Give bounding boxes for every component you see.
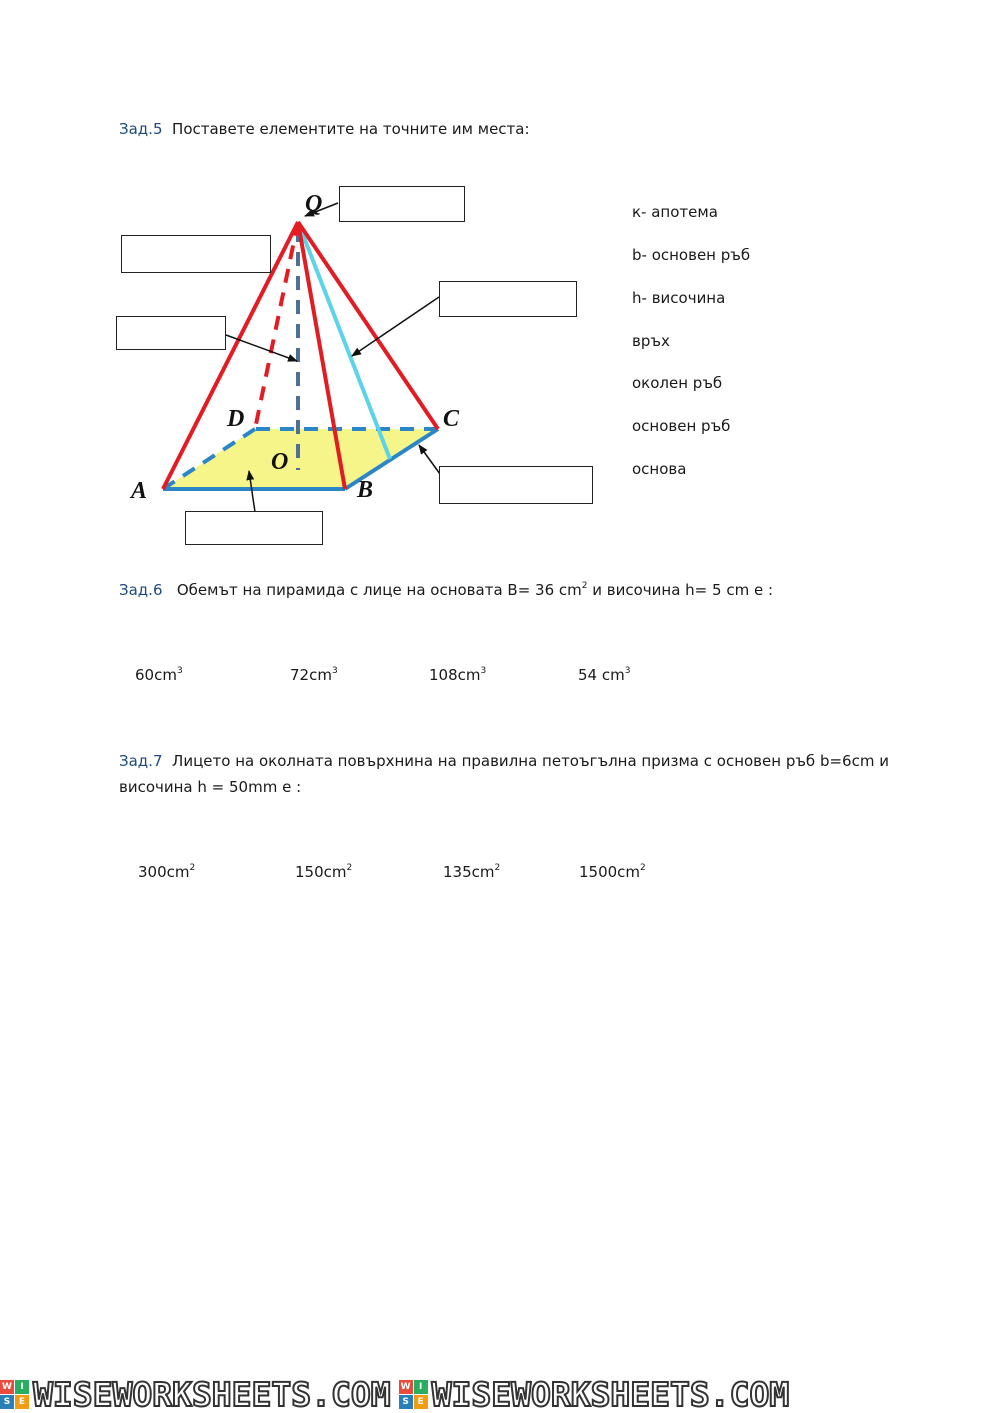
vertex-O-label: O [271, 449, 289, 475]
option-value: 54 cm [578, 666, 625, 684]
legend-term-lateral-edge[interactable]: околен ръб [632, 374, 723, 392]
option-value: 108cm [429, 666, 481, 684]
task7-option-2[interactable] [295, 863, 352, 881]
vertex-C-label: C [443, 406, 460, 432]
legend-term-height[interactable]: h- височина [632, 289, 726, 307]
option-value: 300cm [138, 863, 190, 881]
legend-term-apothem[interactable]: к- апотема [632, 203, 718, 221]
legend-term-base-edge-b[interactable]: b- основен ръб [632, 246, 751, 264]
option-value: 135cm [443, 863, 495, 881]
task6-option-4[interactable] [578, 666, 630, 684]
task6-option-2[interactable] [290, 666, 338, 684]
option-value: 1500cm [579, 863, 641, 881]
drop-box-apothem[interactable] [439, 281, 577, 317]
task7-label: Зад.7 [119, 752, 163, 770]
wiseworksheets-logo-icon [399, 1380, 428, 1409]
task5-text: Поставете елементите на точните им места: [172, 120, 530, 138]
option-value: 150cm [295, 863, 347, 881]
drop-box-height[interactable] [116, 316, 226, 350]
drop-box-base-edge[interactable] [439, 466, 593, 504]
watermark-text: WISEWORKSHEETS.COM [33, 1376, 391, 1413]
arrow-to-height [226, 335, 297, 361]
watermark-footer [0, 1376, 1000, 1413]
vertex-A-label: A [131, 478, 148, 504]
task7-option-1[interactable] [138, 863, 195, 881]
legend-term-apex[interactable]: връх [632, 332, 670, 350]
logo-letter: E [15, 1395, 29, 1409]
drop-box-apex[interactable] [339, 186, 465, 222]
vertex-B-label: B [357, 477, 374, 503]
task6-heading [119, 581, 773, 599]
logo-letter: W [0, 1380, 14, 1394]
task7-option-3[interactable] [443, 863, 500, 881]
legend-term-base-edge[interactable]: основен ръб [632, 417, 731, 435]
task6-option-1[interactable] [135, 666, 183, 684]
logo-letter: S [399, 1395, 413, 1409]
logo-letter: S [0, 1395, 14, 1409]
option-exponent: 3 [331, 666, 338, 676]
watermark-block [399, 1378, 790, 1411]
task6-option-3[interactable] [429, 666, 486, 684]
task5-label: Зад.5 [119, 120, 163, 138]
task7-heading-line1 [119, 752, 889, 770]
drop-box-lateral-edge[interactable] [121, 235, 271, 273]
task7-text-line1: Лицето на околната повърхнина на правилна петоъгълна призма с основен ръб b=6cm и [172, 752, 889, 770]
task7-text-line2: височина h = 50mm е : [119, 778, 302, 796]
legend-term-base[interactable]: основа [632, 460, 687, 478]
logo-letter: E [414, 1395, 428, 1409]
task6-label: Зад.6 [119, 581, 163, 599]
drop-box-base[interactable] [185, 511, 323, 545]
logo-letter: I [15, 1380, 29, 1394]
wiseworksheets-logo-icon [0, 1380, 29, 1409]
vertex-D-label: D [227, 406, 245, 432]
option-value: 60cm [135, 666, 177, 684]
logo-letter: I [414, 1380, 428, 1394]
option-exponent: 3 [624, 666, 631, 676]
task6-text-before: Обемът на пирамида с лице на основата B= 36 cm [176, 581, 582, 599]
option-exponent: 2 [640, 863, 646, 873]
option-exponent: 2 [189, 863, 196, 873]
option-exponent: 3 [176, 666, 183, 676]
task6-sup: 2 [581, 581, 588, 591]
task6-text-after: и височина h= 5 cm е : [587, 581, 774, 599]
arrow-to-apothem [352, 297, 439, 356]
option-exponent: 2 [494, 863, 501, 873]
watermark-block [0, 1378, 391, 1411]
option-exponent: 3 [480, 666, 487, 676]
logo-letter: W [399, 1380, 413, 1394]
arrow-to-base-edge [419, 445, 440, 474]
option-value: 72cm [290, 666, 332, 684]
vertex-Q-label: Q [305, 191, 323, 217]
option-exponent: 2 [346, 863, 353, 873]
base-face [163, 429, 438, 489]
task7-option-4[interactable] [579, 863, 646, 881]
watermark-text: WISEWORKSHEETS.COM [431, 1376, 790, 1413]
